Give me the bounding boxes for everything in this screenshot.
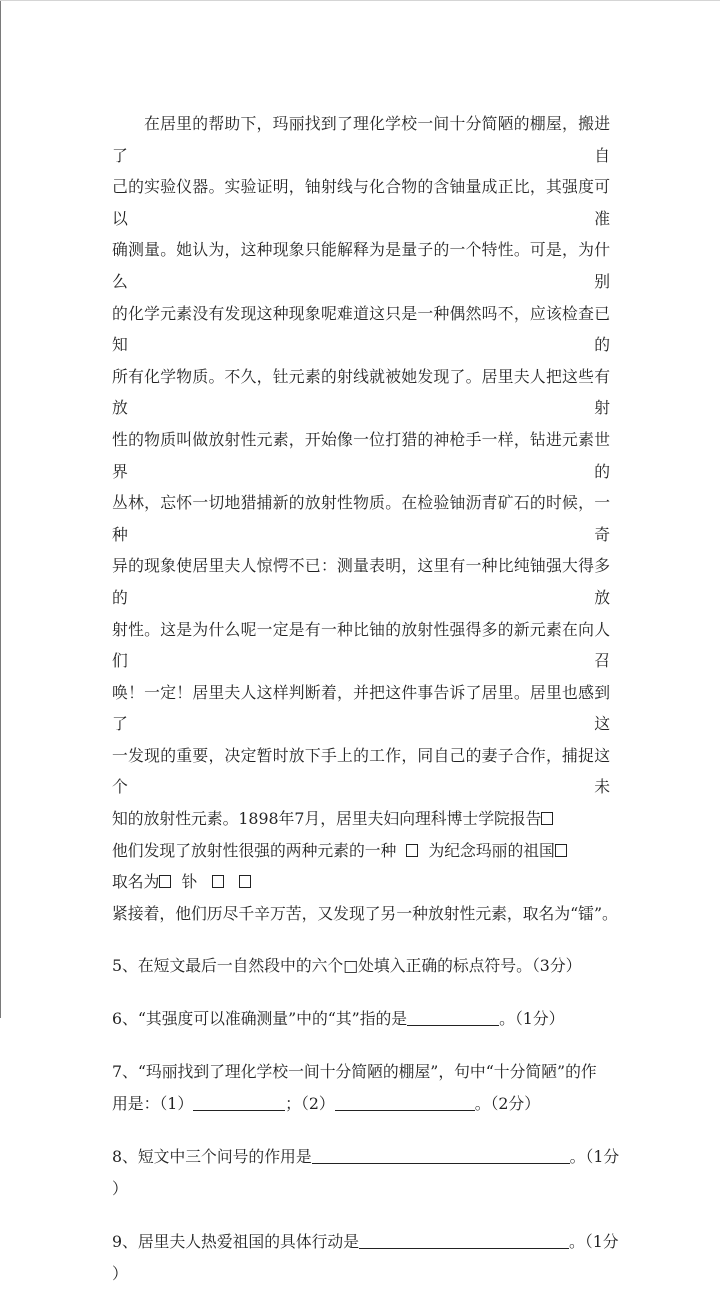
- passage-line: 唤！一定！居里夫人这样判断着，并把这件事告诉了居里。居里也感到了这: [112, 682, 610, 734]
- question-text: 7、“玛丽找到了理化学校一间十分简陋的棚屋”，句中“十分简陋”的作: [112, 1062, 597, 1082]
- punctuation-blank-box[interactable]: [159, 875, 171, 888]
- passage-paragraph: [112, 108, 610, 803]
- answer-blank[interactable]: [312, 1149, 570, 1164]
- punctuation-blank-box[interactable]: [212, 875, 224, 888]
- question-line: [112, 1088, 610, 1120]
- passage-line: 一发现的重要，决定暂时放下手上的工作，同自己的妻子合作，捕捉这个未: [112, 745, 610, 797]
- page-left-border: [0, 0, 1, 1018]
- passage-line: [112, 835, 610, 867]
- passage-line: 的化学元素没有发现这种现象呢难道这只是一种偶然吗不，应该检查已知的: [112, 303, 610, 355]
- question-text: 。（1分）: [499, 1009, 565, 1029]
- passage-text: 取名为: [112, 872, 160, 892]
- passage-last-paragraph: [112, 803, 618, 929]
- passage-line: [112, 803, 610, 835]
- question-text: 6、“其强度可以准确测量”中的“其”指的是: [112, 1009, 408, 1029]
- answer-blank[interactable]: [193, 1096, 285, 1111]
- passage-line: 性的物质叫做放射性元素，开始像一位打猎的神枪手一样，钻进元素世界的: [112, 429, 610, 481]
- punctuation-blank-box[interactable]: [555, 844, 567, 857]
- punctuation-blank-box[interactable]: [541, 812, 553, 825]
- page-top-border: [0, 0, 720, 1]
- passage-line: 所有化学物质。不久，钍元素的射线就被她发现了。居里夫人把这些有放射: [112, 366, 610, 418]
- punctuation-blank-box[interactable]: [406, 844, 418, 857]
- passage-line: 在居里的帮助下，玛丽找到了理化学校一间十分简陋的棚屋，搬进了自: [112, 114, 610, 165]
- answer-blank[interactable]: [407, 1011, 499, 1026]
- question-text: 。（1分: [569, 1232, 619, 1252]
- passage-text: 为纪念玛丽的祖国: [428, 840, 555, 860]
- passage-line: 己的实验仪器。实验证明，铀射线与化合物的含铀量成正比，其强度可以准: [112, 177, 610, 228]
- passage-line: 异的现象使居里夫人惊愕不已：测量表明，这里有一种比纯铀强大得多的放: [112, 556, 610, 607]
- answer-blank[interactable]: [335, 1096, 475, 1111]
- question-9: [112, 1226, 619, 1290]
- passage-text: 钋: [181, 872, 198, 892]
- question-8: [112, 1141, 620, 1205]
- question-text: 9、居里夫人热爱祖国的具体行动是: [112, 1232, 360, 1252]
- question-text: 。（2分）: [474, 1094, 541, 1114]
- question-text: ）: [112, 1264, 128, 1284]
- passage-line: 射性。这是为什么呢一定是有一种比铀的放射性强得多的新元素在向人们召: [112, 619, 610, 671]
- question-text: 用是：（1）: [112, 1094, 194, 1114]
- passage-text: 他们发现了放射性很强的两种元素的一种: [112, 840, 397, 860]
- question-5: [112, 950, 610, 982]
- passage-text: 知的放射性元素。1898年7月，居里夫妇向理科博士学院报告: [112, 809, 542, 829]
- passage-line: 丛林，忘怀一切地猎捕新的放射性物质。在检验铀沥青矿石的时候，一种奇: [112, 493, 610, 544]
- passage-line: 紧接着，他们历尽千辛万苦，又发现了另一种放射性元素，取名为“镭”。: [112, 903, 618, 923]
- question-text: 8、短文中三个问号的作用是: [112, 1147, 312, 1167]
- question-text: ）: [112, 1179, 128, 1199]
- question-6: [112, 1003, 610, 1035]
- question-line: [112, 1226, 619, 1258]
- question-line: [112, 1003, 610, 1035]
- question-line: [112, 1141, 620, 1173]
- punctuation-blank-box[interactable]: [239, 875, 251, 888]
- question-text: 。（1分: [569, 1147, 620, 1167]
- question-text: 5、在短文最后一自然段中的六个□处填入正确的标点符号。（3分）: [112, 956, 582, 976]
- question-7: [112, 1056, 610, 1120]
- document-page: [112, 108, 620, 1290]
- passage-line: 确测量。她认为，这种现象只能解释为是量子的一个特性。可是，为什么别: [112, 240, 610, 291]
- passage-line: [112, 866, 610, 898]
- question-text: ；（2）: [285, 1094, 335, 1114]
- answer-blank[interactable]: [359, 1234, 569, 1249]
